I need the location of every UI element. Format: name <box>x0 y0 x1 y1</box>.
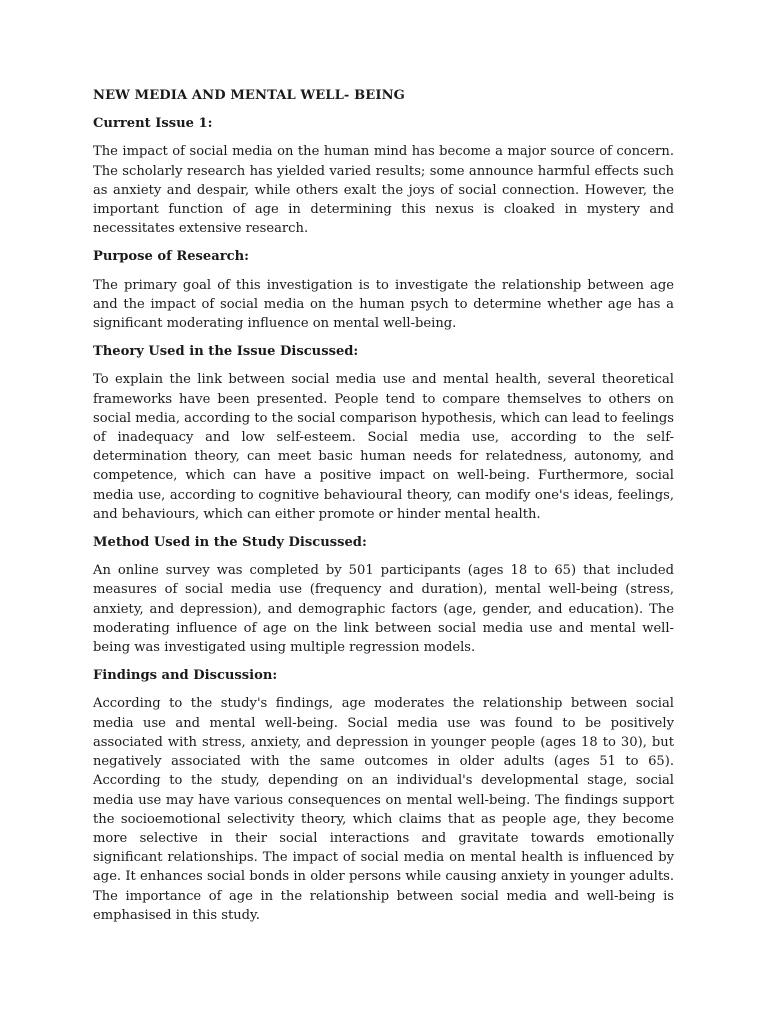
section-heading-purpose: Purpose of Research: <box>93 249 249 265</box>
section-body-purpose: The primary goal of this investigation is to investigate the relationship between age and the impact of social media on the human psych to determine whether age has a significant moderating influence on mental well-being. <box>93 277 674 332</box>
section-heading-theory: Theory Used in the Issue Discussed: <box>93 344 359 360</box>
section-heading-method: Method Used in the Study Discussed: <box>93 535 367 551</box>
section-body-theory: To explain the link between social media use and mental health, several theoretical frameworks have been presented. People tend to compare themselves to others on social media, according to the social comparison hypothesis, which can lead to feelings of inadequacy and low self-esteem. Social media use, according to the self-determination theory, can meet basic human needs for relatedness, autonomy, and competence, which can have a positive impact on well-being. Furthermore, social media use, according to cognitive behavioural theory, can modify one's ideas, feelings, and behaviours, which can either promote or hinder mental health. <box>93 372 674 522</box>
section-heading-current-issue: Current Issue 1: <box>93 116 213 132</box>
section-body-current-issue: The impact of social media on the human mind has become a major source of concern. The scholarly research has yielded varied results; some announce harmful effects such as anxiety and despair, while others exalt the joys of social connection. However, the important function of age in determining this nexus is cloaked in mystery and necessitates extensive research. <box>93 144 674 237</box>
document-content <box>93 86 674 934</box>
document-title: NEW MEDIA AND MENTAL WELL- BEING <box>93 88 405 103</box>
section-heading-findings: Findings and Discussion: <box>93 668 278 684</box>
section-body-findings: According to the study's findings, age moderates the relationship between social media use and mental well-being. Social media use was found to be positively associated with stress, anxiety, and depression in younger people (ages 18 to 30), but negatively associated with the same outcomes in older adults (ages 51 to 65). According to the study, depending on an individual's developmental stage, social media use may have various consequences on mental well-being. The findings support the socioemotional selectivity theory, which claims that as people age, they become more selective in their social interactions and gravitate towards emotionally significant relationships. The impact of social media on mental health is influenced by age. It enhances social bonds in older persons while causing anxiety in younger adults. The importance of age in the relationship between social media and well-being is emphasised in this study. <box>93 696 674 923</box>
section-body-method: An online survey was completed by 501 participants (ages 18 to 65) that included measures of social media use (frequency and duration), mental well-being (stress, anxiety, and depression), and demographic factors (age, gender, and education). The moderating influence of age on the link between social media use and mental well-being was investigated using multiple regression models. <box>93 563 674 656</box>
